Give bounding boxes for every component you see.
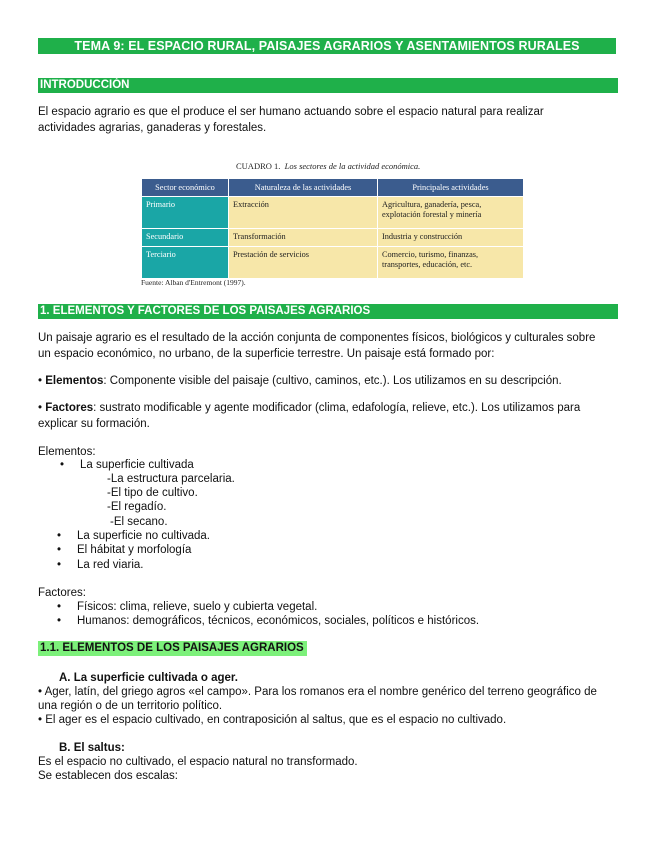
factores-text: : sustrato modificable y agente modificador (clima, edafología, relieve, etc.). Los utilizamos para	[93, 402, 581, 414]
saltus-line-2: Se establecen dos escalas:	[38, 770, 179, 782]
factores-text-2: explicar su formación.	[38, 418, 150, 430]
elementos-definition	[38, 374, 618, 389]
ager-line-2: una región o de un territorio político.	[38, 700, 223, 712]
intro-line-1: El espacio agrario es que el produce el ser humano actuando sobre el espacio natural para realizar	[38, 106, 544, 118]
table-cell: Prestación de servicios	[229, 247, 378, 279]
figure-source: Fuente: Alban d'Entremont (1997).	[141, 278, 246, 287]
table-row	[142, 229, 524, 247]
table-cell: Primario	[142, 197, 229, 229]
sectors-table	[141, 178, 524, 279]
caption-text: Los sectores de la actividad económica.	[284, 161, 421, 171]
section-1-heading: 1. ELEMENTOS Y FACTORES DE LOS PAISAJES AGRARIOS	[38, 304, 618, 319]
table-row	[142, 197, 524, 229]
table-cell	[378, 197, 524, 229]
ager-line-1: • Ager, latín, del griego agros «el campo». Para los romanos era el nombre genérico del terreno geográfico de	[38, 686, 597, 698]
table-header: Principales actividades	[378, 179, 524, 197]
section-1-line-1: Un paisaje agrario es el resultado de la acción conjunta de componentes físicos, biológicos y culturales sobre	[38, 332, 596, 344]
table-cell: Transformación	[229, 229, 378, 247]
sub-item: -El secano.	[110, 516, 168, 528]
factores-term: Factores	[45, 402, 94, 414]
elementos-list-2	[77, 529, 210, 572]
intro-heading: INTRODUCCIÓN	[38, 78, 618, 93]
sectors-table-figure	[138, 158, 528, 288]
section-1-1-heading: 1.1. ELEMENTOS DE LOS PAISAJES AGRARIOS	[38, 641, 307, 656]
list-item: • Físicos: clima, relieve, suelo y cubierta vegetal.	[77, 600, 479, 614]
intro-line-2: actividades agrarias, ganaderas y forestales.	[38, 122, 267, 134]
table-row	[142, 247, 524, 279]
factores-list	[77, 600, 479, 629]
list-item: • Humanos: demográficos, técnicos, económicos, sociales, políticos e históricos.	[77, 614, 479, 628]
subsection-a-heading: A. La superficie cultivada o ager.	[59, 672, 238, 684]
sub-item: -El tipo de cultivo.	[107, 487, 198, 499]
bullet: •	[38, 402, 46, 414]
section-1-line-2: un espacio económico, no urbano, de la superficie terrestre. Un paisaje está formado por:	[38, 348, 495, 360]
saltus-line-1: Es el espacio no cultivado, el espacio natural no transformado.	[38, 756, 358, 768]
list-item: • El hábitat y morfología	[77, 543, 210, 557]
caption-label: CUADRO 1.	[236, 161, 281, 171]
table-header: Sector económico	[142, 179, 229, 197]
table-cell: Extracción	[229, 197, 378, 229]
figure-caption	[236, 161, 420, 171]
elementos-term: Elementos	[45, 375, 104, 387]
cell-line: Agricultura, ganadería, pesca,	[382, 200, 482, 209]
list-item: • La superficie no cultivada.	[77, 529, 210, 543]
table-cell: Secundario	[142, 229, 229, 247]
elementos-label: Elementos:	[38, 446, 96, 458]
table-cell: Terciario	[142, 247, 229, 279]
bullet: •	[38, 375, 46, 387]
list-item: • La superficie cultivada	[80, 458, 194, 472]
sub-item: -La estructura parcelaria.	[107, 473, 235, 485]
cell-line: transportes, educación, etc.	[382, 260, 473, 269]
table-cell: Industria y construcción	[378, 229, 524, 247]
elementos-list	[80, 458, 194, 472]
subsection-b-heading: B. El saltus:	[59, 742, 125, 754]
table-header-row	[142, 179, 524, 197]
ager-line-3: • El ager es el espacio cultivado, en contraposición al saltus, que es el espacio no cultivado.	[38, 714, 507, 726]
cell-line: Comercio, turismo, finanzas,	[382, 250, 479, 259]
list-item: • La red viaria.	[77, 558, 210, 572]
cell-line: explotación forestal y minería	[382, 210, 482, 219]
elementos-text: : Componente visible del paisaje (cultivo, caminos, etc.). Los utilizamos en su descripción.	[103, 375, 562, 387]
sub-item: -El regadío.	[107, 501, 167, 513]
page-title: TEMA 9: EL ESPACIO RURAL, PAISAJES AGRARIOS Y ASENTAMIENTOS RURALES	[38, 38, 616, 54]
table-header: Naturaleza de las actividades	[229, 179, 378, 197]
factores-label: Factores:	[38, 587, 86, 599]
table-cell	[378, 247, 524, 279]
factores-definition	[38, 401, 618, 416]
